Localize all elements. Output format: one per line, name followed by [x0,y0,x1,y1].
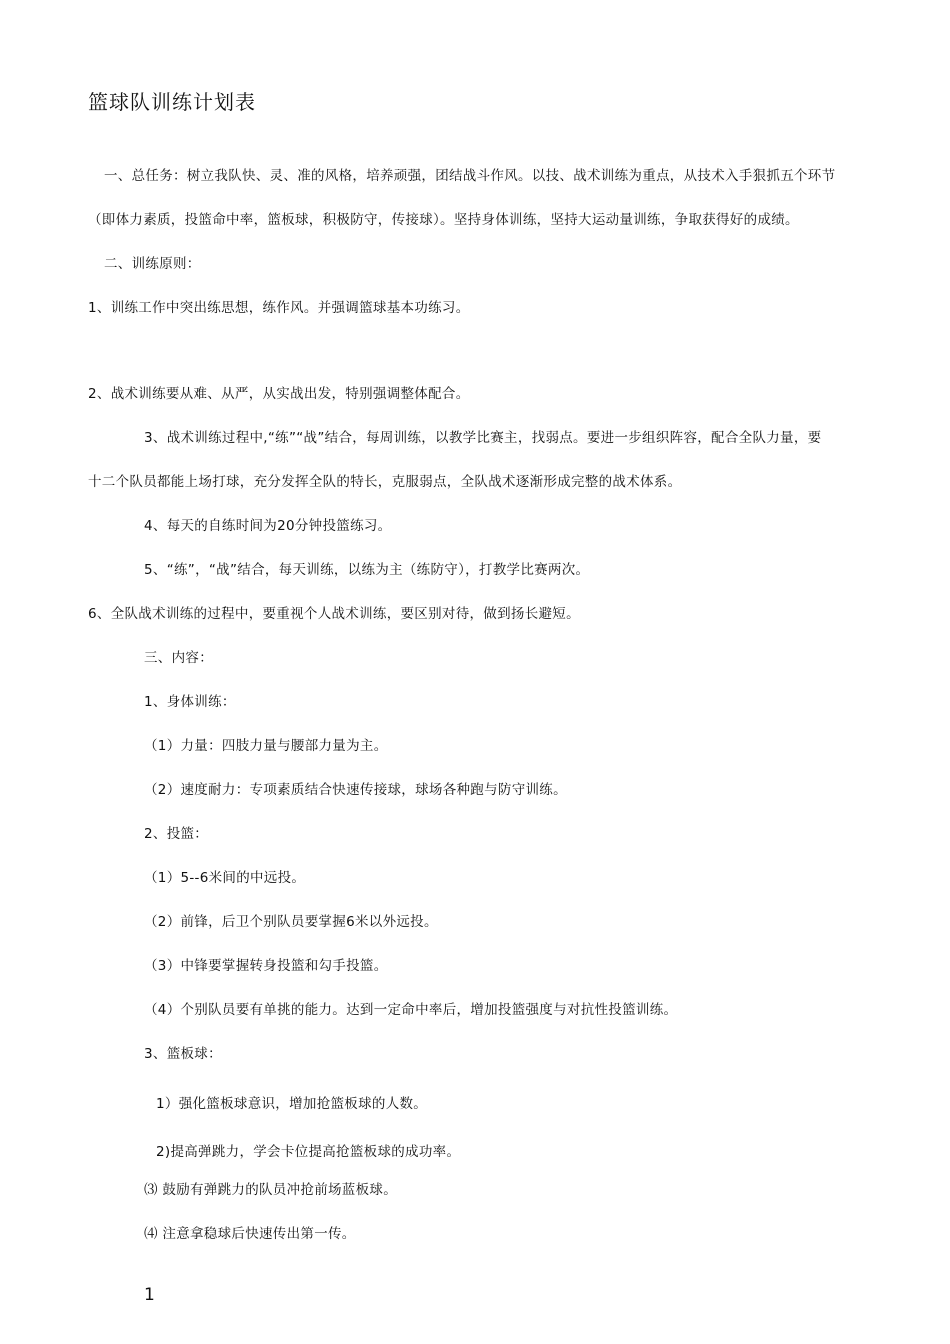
paragraph-line: 2、战术训练要从难、从严，从实战出发，特别强调整体配合。 [88,386,470,402]
document-title: 篮球队训练计划表 [88,90,256,114]
paragraph-line: （即体力素质，投篮命中率，篮板球，积极防守，传接球）。坚持身体训练，坚持大运动量训练，争取获得好的成绩。 [88,212,799,228]
subsection-heading: 3、篮板球： [144,1046,222,1062]
list-item: （1）5--6米间的中远投。 [144,870,306,886]
paragraph-line: 1、训练工作中突出练思想，练作风。并强调篮球基本功练习。 [88,300,470,316]
paragraph-line: 一、总任务：树立我队快、灵、准的风格，培养顽强，团结战斗作风。以技、战术训练为重点，从技术入手狠抓五个环节 [104,168,836,184]
list-item: （2）前锋，后卫个别队员要掌握6米以外远投。 [144,914,438,930]
paragraph-line: 十二个队员都能上场打球，充分发挥全队的特长，克服弱点，全队战术逐渐形成完整的战术体系。 [88,474,682,490]
list-item: 1）强化篮板球意识，增加抢篮板球的人数。 [156,1096,428,1112]
section-heading: 三、内容： [144,650,213,666]
list-item: （4）个别队员要有单挑的能力。达到一定命中率后，增加投篮强度与对抗性投篮训练。 [144,1002,678,1018]
list-item: 2)提高弹跳力，学会卡位提高抢篮板球的成功率。 [156,1144,461,1160]
section-heading: 二、训练原则： [104,256,201,272]
list-item: （2）速度耐力：专项素质结合快速传接球，球场各种跑与防守训练。 [144,782,567,798]
paragraph-line: 4、每天的自练时间为20分钟投篮练习。 [144,518,392,534]
paragraph-line: 6、全队战术训练的过程中，要重视个人战术训练，要区别对待，做到扬长避短。 [88,606,580,622]
page-number: 1 [144,1285,155,1305]
list-item: ⑶ 鼓励有弹跳力的队员冲抢前场蓝板球。 [144,1182,397,1198]
paragraph-line: 3、战术训练过程中,“练”“战”结合，每周训练，以教学比赛主，找弱点。要进一步组织阵容，配合全队力量，要 [144,430,822,446]
paragraph-line: 5、“练”，“战”结合，每天训练，以练为主（练防守），打教学比赛两次。 [144,562,590,578]
list-item: ⑷ 注意拿稳球后快速传出第一传。 [144,1226,356,1242]
subsection-heading: 2、投篮： [144,826,209,842]
list-item: （1）力量：四肢力量与腰部力量为主。 [144,738,388,754]
subsection-heading: 1、身体训练： [144,694,236,710]
list-item: （3）中锋要掌握转身投篮和勾手投篮。 [144,958,388,974]
